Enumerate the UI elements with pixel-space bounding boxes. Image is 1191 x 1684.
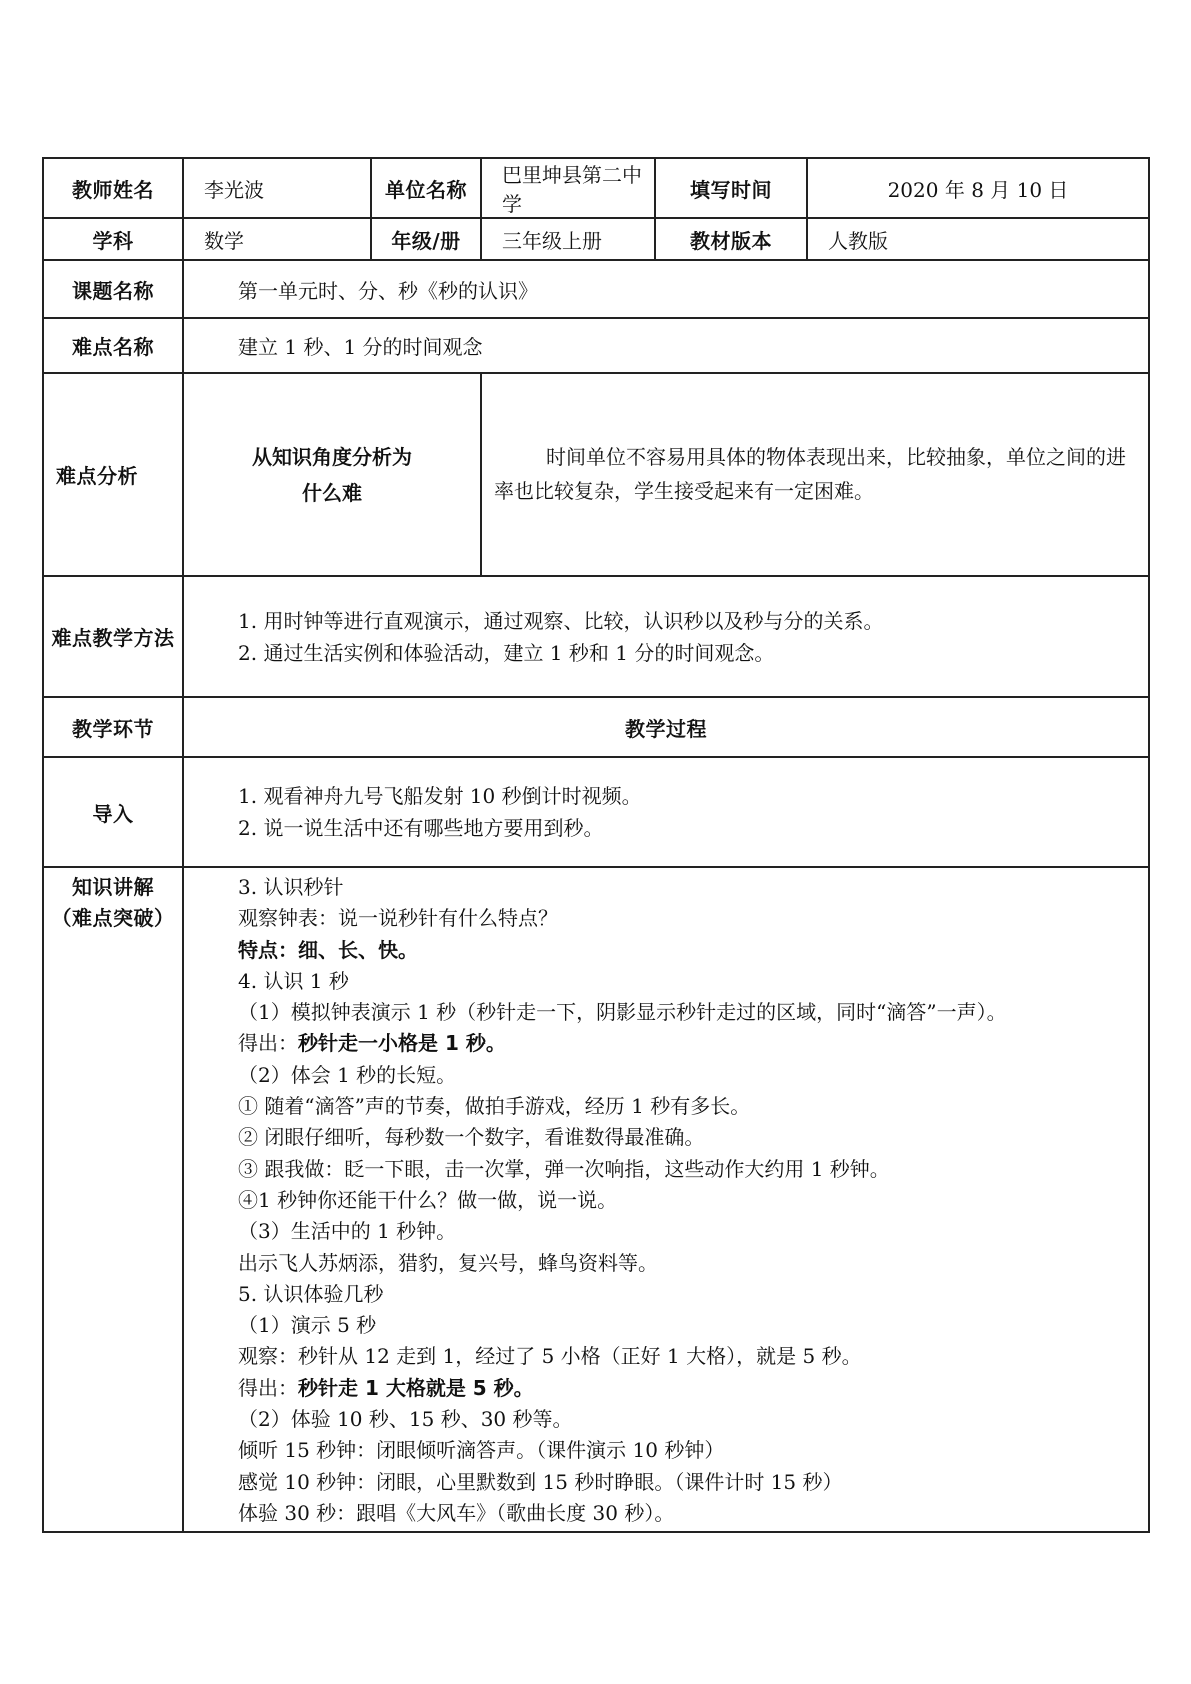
knowledge-row bbox=[43, 867, 1149, 1532]
teacher-value: 李光波 bbox=[183, 158, 371, 218]
analysis-sub-label-line1: 从知识角度分析为 bbox=[252, 444, 412, 469]
intro-item: 1. 观看神舟九号飞船发射 10 秒倒计时视频。 bbox=[238, 784, 642, 808]
conclusion-prefix: 得出： bbox=[238, 1031, 298, 1056]
teacher-label: 教师姓名 bbox=[43, 158, 183, 218]
edition-label: 教材版本 bbox=[655, 218, 807, 260]
difficulty-label: 难点名称 bbox=[43, 318, 183, 373]
process-line: （1）模拟钟表演示 1 秒（秒针走一下，阴影显示秒针走过的区域，同时“滴答”一声）。 bbox=[238, 1000, 1007, 1025]
process-line: 倾听 15 秒钟：闭眼倾听滴答声。（课件演示 10 秒钟） bbox=[238, 1438, 725, 1463]
method-item: 1. 用时钟等进行直观演示，通过观察、比较，认识秒以及秒与分的关系。 bbox=[238, 608, 884, 633]
knowledge-process bbox=[183, 867, 1149, 1532]
grade-value: 三年级上册 bbox=[481, 218, 655, 260]
edition-value: 人教版 bbox=[807, 218, 1149, 260]
date-value: 2020 年 8 月 10 日 bbox=[807, 158, 1149, 218]
process-line: 3. 认识秒针 bbox=[238, 875, 344, 899]
topic-value: 第一单元时、分、秒《秒的认识》 bbox=[183, 260, 1149, 318]
difficulty-row bbox=[43, 318, 1149, 373]
unit-label: 单位名称 bbox=[371, 158, 481, 218]
analysis-label: 难点分析 bbox=[43, 373, 183, 576]
process-line: 体验 30 秒：跟唱《大风车》（歌曲长度 30 秒）。 bbox=[238, 1500, 675, 1525]
unit-value: 巴里坤县第二中学 bbox=[481, 158, 655, 218]
process-line-conclusion bbox=[238, 1028, 1144, 1059]
topic-label: 课题名称 bbox=[43, 260, 183, 318]
difficulty-value: 建立 1 秒、1 分的时间观念 bbox=[183, 318, 1149, 373]
info-row-2 bbox=[43, 218, 1149, 260]
process-line: ② 闭眼仔细听，每秒数一个数字，看谁数得最准确。 bbox=[238, 1125, 705, 1150]
intro-row bbox=[43, 757, 1149, 867]
analysis-text: 时间单位不容易用具体的物体表现出来，比较抽象，单位之间的进率也比较复杂，学生接受起来有一定困难。 bbox=[494, 445, 1126, 503]
intro-item: 2. 说一说生活中还有哪些地方要用到秒。 bbox=[238, 816, 604, 840]
analysis-sub-label-line2: 什么难 bbox=[302, 480, 362, 505]
method-list bbox=[183, 576, 1149, 697]
knowledge-label-line2: （难点突破） bbox=[51, 906, 175, 930]
date-label: 填写时间 bbox=[655, 158, 807, 218]
grade-label: 年级/册 bbox=[371, 218, 481, 260]
analysis-row bbox=[43, 373, 1149, 576]
process-line: 出示飞人苏炳添，猎豹，复兴号，蜂鸟资料等。 bbox=[238, 1250, 658, 1275]
process-line: （1）演示 5 秒 bbox=[238, 1313, 377, 1338]
process-line-conclusion bbox=[238, 1373, 1144, 1404]
knowledge-label-line1: 知识讲解 bbox=[72, 875, 154, 899]
process-header: 教学过程 bbox=[183, 697, 1149, 757]
process-line: 5. 认识体验几秒 bbox=[238, 1281, 384, 1306]
process-line: ③ 跟我做：眨一下眼，击一次掌，弹一次响指，这些动作大约用 1 秒钟。 bbox=[238, 1156, 890, 1181]
intro-label: 导入 bbox=[43, 757, 183, 867]
analysis-text-cell bbox=[481, 373, 1149, 576]
process-line: 观察：秒针从 12 走到 1，经过了 5 小格（正好 1 大格），就是 5 秒。 bbox=[238, 1344, 862, 1369]
subject-value: 数学 bbox=[183, 218, 371, 260]
method-label: 难点教学方法 bbox=[43, 576, 183, 697]
intro-list bbox=[183, 757, 1149, 867]
info-row-1 bbox=[43, 158, 1149, 218]
conclusion-prefix: 得出： bbox=[238, 1375, 298, 1400]
process-line: 感觉 10 秒钟：闭眼，心里默数到 15 秒时睁眼。（课件计时 15 秒） bbox=[238, 1469, 843, 1494]
analysis-sub-label bbox=[183, 373, 481, 576]
process-line: （2）体会 1 秒的长短。 bbox=[238, 1062, 457, 1087]
process-line: 4. 认识 1 秒 bbox=[238, 968, 349, 993]
lesson-plan-table bbox=[42, 157, 1150, 1533]
topic-row bbox=[43, 260, 1149, 318]
process-line-bold: 特点：细、长、快。 bbox=[238, 937, 418, 962]
conclusion-text: 秒针走一小格是 1 秒。 bbox=[298, 1031, 506, 1056]
stage-header: 教学环节 bbox=[43, 697, 183, 757]
method-item: 2. 通过生活实例和体验活动，建立 1 秒和 1 分的时间观念。 bbox=[238, 640, 775, 665]
process-line: ① 随着“滴答”声的节奏，做拍手游戏，经历 1 秒有多长。 bbox=[238, 1094, 751, 1119]
process-line: ④1 秒钟你还能干什么？做一做，说一说。 bbox=[238, 1187, 618, 1212]
process-line: 观察钟表：说一说秒针有什么特点？ bbox=[238, 906, 558, 931]
subject-label: 学科 bbox=[43, 218, 183, 260]
process-line: （2）体验 10 秒、15 秒、30 秒等。 bbox=[238, 1407, 573, 1432]
method-row bbox=[43, 576, 1149, 697]
conclusion-text: 秒针走 1 大格就是 5 秒。 bbox=[298, 1375, 534, 1400]
knowledge-label bbox=[43, 867, 183, 1532]
process-header-row bbox=[43, 697, 1149, 757]
process-line: （3）生活中的 1 秒钟。 bbox=[238, 1219, 457, 1244]
